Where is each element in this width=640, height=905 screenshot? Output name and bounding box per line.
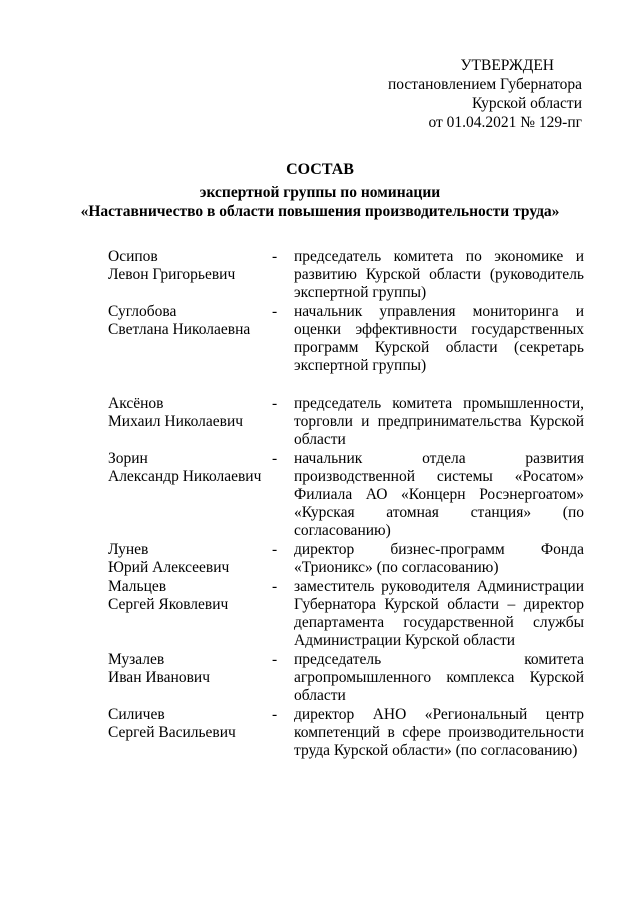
- title-subtitle: экспертной группы по номинации: [199, 184, 441, 201]
- member-name: [108, 578, 272, 650]
- member-role: председатель комитета агропромышленного комплекса Курской области: [294, 651, 584, 704]
- member-row: [108, 395, 584, 449]
- member-surname: Аксёнов: [108, 395, 164, 412]
- member-given-name: Сергей Яковлевич: [108, 596, 229, 613]
- member-name: [108, 303, 272, 375]
- member-surname: Суглобова: [108, 303, 177, 320]
- approval-decree: постановлением Губернатора: [387, 76, 582, 93]
- member-surname: Лунев: [108, 541, 149, 558]
- member-given-name: Михаил Николаевич: [108, 413, 244, 430]
- member-surname: Зорин: [108, 450, 148, 467]
- member-separator: -: [272, 248, 278, 265]
- member-row: [108, 303, 584, 375]
- member-name: [108, 651, 272, 705]
- member-separator: -: [272, 395, 278, 412]
- member-name: [108, 450, 272, 540]
- member-surname: Силичев: [108, 706, 165, 723]
- member-role: председатель комитета промышленности, торговли и предпринимательства Курской области: [294, 395, 584, 448]
- member-role: начальник управления мониторинга и оценки эффективности государственных программ Курской области (секретарь экспертной группы): [294, 303, 584, 374]
- member-name: [108, 706, 272, 760]
- approval-region: Курской области: [471, 95, 582, 112]
- member-separator: -: [272, 651, 278, 668]
- member-given-name: Иван Иванович: [108, 669, 210, 686]
- approval-heading: УТВЕРЖДЕН: [460, 57, 554, 74]
- member-surname: Мальцев: [108, 578, 167, 595]
- member-surname: Музалев: [108, 651, 165, 668]
- member-separator: -: [272, 578, 278, 595]
- member-given-name: Юрий Алексеевич: [108, 559, 230, 576]
- member-role: председатель комитета по экономике и развитию Курской области (руководитель экспертной группы): [294, 248, 584, 301]
- member-name: [108, 395, 272, 449]
- member-row: [108, 578, 584, 650]
- member-row: [108, 706, 584, 760]
- member-role: заместитель руководителя Администрации Губернатора Курской области – директор департамента государственной службы Администрации Курской области: [294, 578, 584, 649]
- member-separator: -: [272, 541, 278, 558]
- title-nomination: «Наставничество в области повышения производительности труда»: [80, 203, 560, 220]
- member-separator: -: [272, 450, 278, 467]
- approval-date-number: от 01.04.2021 № 129-пг: [428, 114, 582, 131]
- member-row: [108, 651, 584, 705]
- members-list: [108, 248, 584, 761]
- member-role: директор АНО «Региональный центр компетенций в сфере производительности труда Курской области» (по согласованию): [294, 706, 584, 759]
- member-given-name: Левон Григорьевич: [108, 266, 236, 283]
- member-separator: -: [272, 303, 278, 320]
- member-role: начальник отдела развития производственной системы «Росатом» Филиала АО «Концерн Росэнергоатом» «Курская атомная станция» (по согласованию): [294, 450, 584, 539]
- member-given-name: Сергей Васильевич: [108, 724, 236, 741]
- member-given-name: Александр Николаевич: [108, 468, 262, 485]
- member-given-name: Светлана Николаевна: [108, 321, 251, 338]
- member-role: директор бизнес-программ Фонда «Трионикс» (по согласованию): [294, 541, 584, 576]
- member-name: [108, 541, 272, 577]
- member-row: [108, 541, 584, 577]
- member-surname: Осипов: [108, 248, 158, 265]
- title-main: СОСТАВ: [286, 161, 354, 178]
- member-separator: -: [272, 706, 278, 723]
- member-row: [108, 248, 584, 302]
- document-title: [0, 160, 640, 221]
- member-name: [108, 248, 272, 302]
- approval-stamp: [382, 56, 582, 132]
- member-row: [108, 450, 584, 540]
